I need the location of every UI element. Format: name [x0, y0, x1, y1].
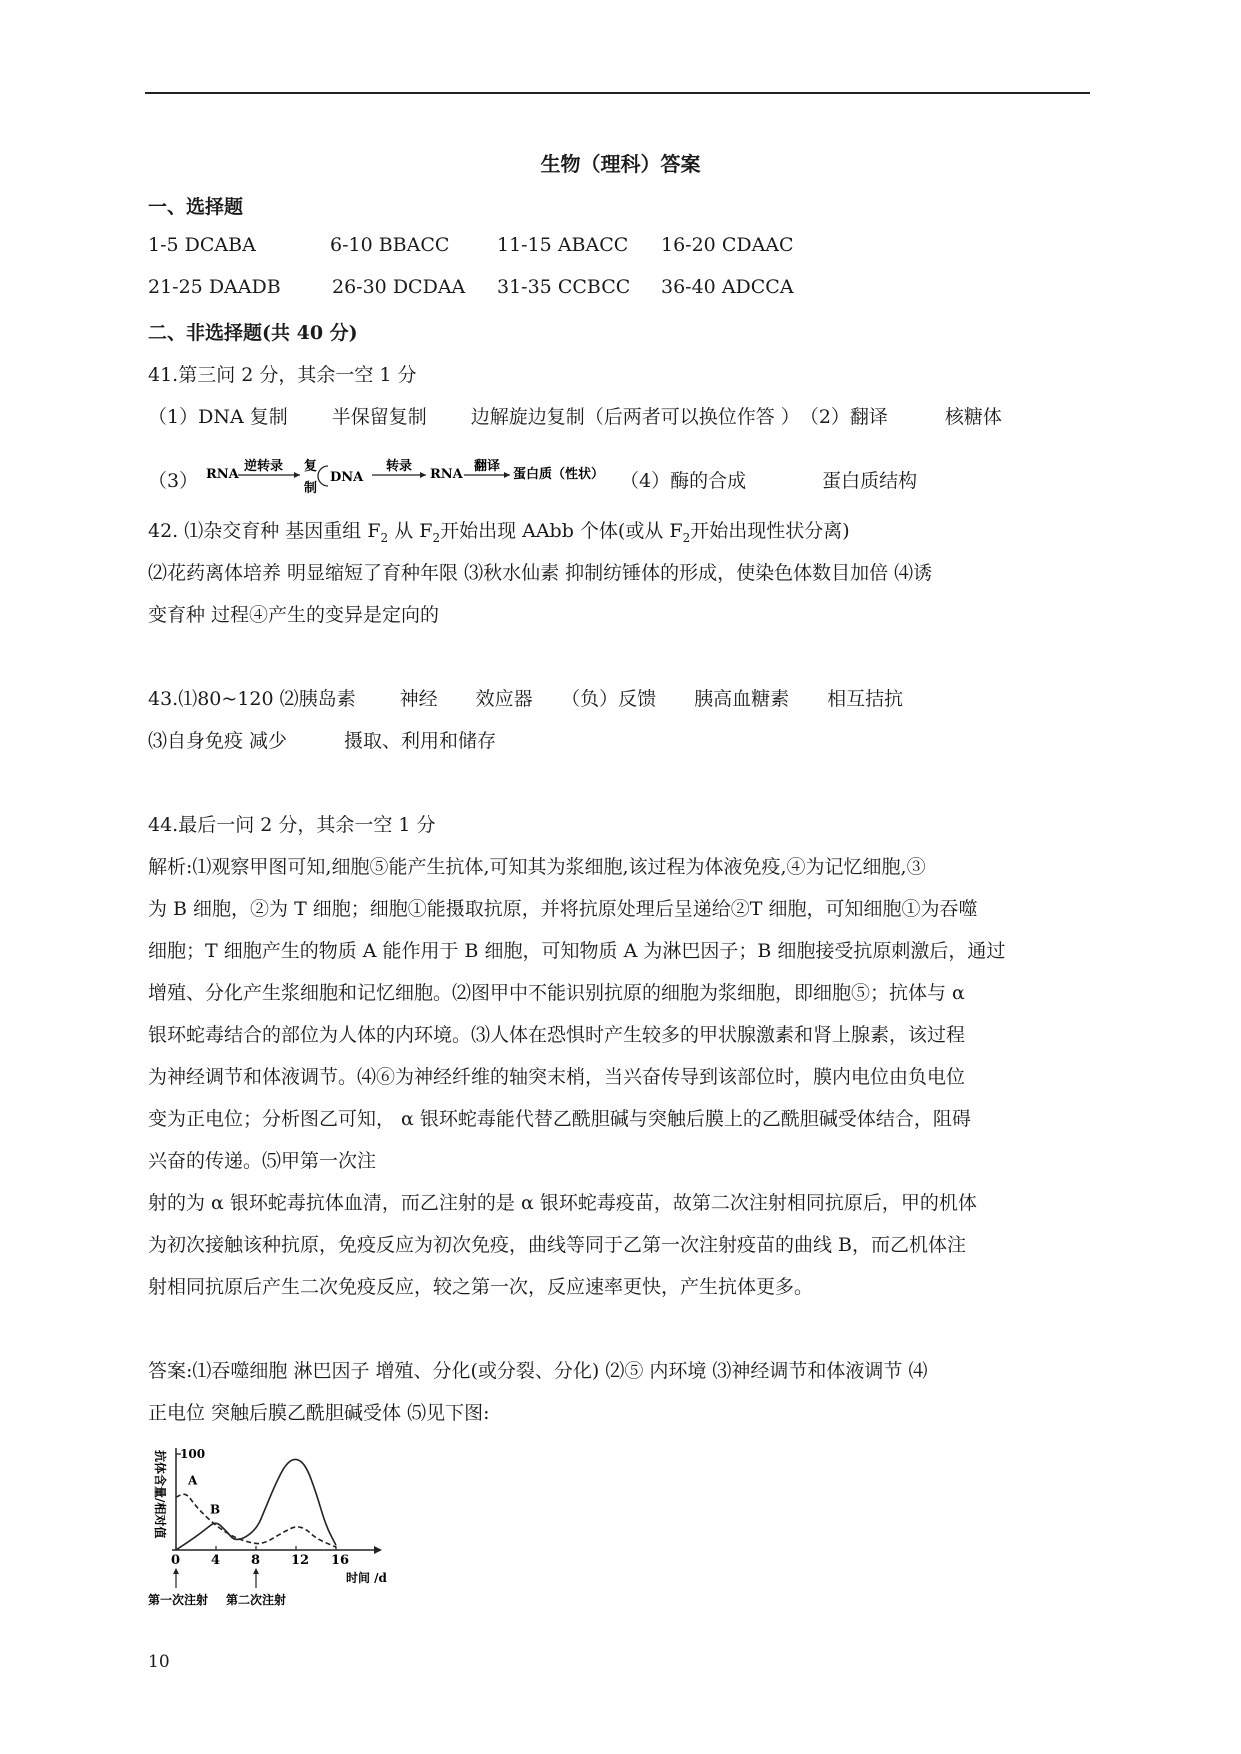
- x-tick-label: 4: [211, 1553, 221, 1568]
- flow-arrowhead: [504, 472, 510, 478]
- page-number: 10: [148, 1652, 170, 1672]
- q41-note: 41.第三问 2 分，其余一空 1 分: [148, 364, 417, 386]
- flow-replicate-top: 复: [304, 459, 318, 474]
- q41-line1: （1）DNA 复制 半保留复制 边解旋边复制（后两者可以换位作答 ） （2）翻译 核糖体: [148, 406, 1002, 428]
- answer-group: 31-35 CCBCC: [497, 276, 631, 298]
- answer-group: 16-20 CDAAC: [661, 234, 794, 256]
- central-dogma-diagram: [200, 456, 620, 500]
- y-tick-label: 100: [180, 1447, 206, 1461]
- x-tick-label: 16: [331, 1553, 350, 1568]
- answer-group: 21-25 DAADB: [148, 276, 281, 298]
- q43-line2: ⑶自身免疫 减少 摄取、利用和储存: [148, 730, 497, 752]
- q44-analysis-line: 解析:⑴观察甲图可知,细胞⑤能产生抗体,可知其为浆细胞,该过程为体液免疫,④为记忆细胞,③: [148, 856, 926, 878]
- series-label-A: A: [188, 1473, 198, 1488]
- x-axis-label: 时间 /d: [346, 1571, 387, 1585]
- series-label-B: B: [210, 1502, 221, 1517]
- injection-label: 第一次注射: [148, 1593, 209, 1607]
- flow-rna1: RNA: [206, 467, 239, 482]
- page-title: 生物（理科）答案: [540, 152, 701, 176]
- q44-analysis-line: 增殖、分化产生浆细胞和记忆细胞。⑵图甲中不能识别抗原的细胞为浆细胞，即细胞⑤；抗体与 α: [148, 982, 965, 1004]
- flow-translate: 翻译: [474, 459, 501, 474]
- flow-replicate-bottom: 制: [304, 481, 318, 496]
- q44-analysis-line: 射的为 α 银环蛇毒抗体血清，而乙注射的是 α 银环蛇毒疫苗，故第二次注射相同抗原后，甲的机体: [148, 1192, 977, 1214]
- answer-group: 11-15 ABACC: [497, 234, 629, 256]
- flow-rna2: RNA: [430, 467, 463, 482]
- q41-part4: （4）酶的合成 蛋白质结构: [620, 470, 918, 492]
- flow-reverse: 逆转录: [244, 459, 284, 474]
- q42-line1: 42. ⑴杂交育种 基因重组 $F_2$ 从 $F_2$开始出现 AAbb 个体(或从 $F_2$开始出现性状分离): [148, 520, 850, 545]
- injection-arrowhead: [253, 1568, 259, 1574]
- q44-analysis-line: 兴奋的传递。⑸甲第一次注: [148, 1150, 377, 1172]
- series-line-B: [176, 1459, 336, 1550]
- flow-dna: DNA: [330, 470, 364, 485]
- injection-arrowhead: [173, 1568, 179, 1574]
- q42-line2: ⑵花药离体培养 明显缩短了育种年限 ⑶秋水仙素 抑制纺锤体的形成，使染色体数目加倍 ⑷诱: [148, 562, 933, 584]
- answer-group: 26-30 DCDAA: [332, 276, 466, 298]
- answer-group: 36-40 ADCCA: [661, 276, 794, 298]
- flow-arrowhead: [420, 472, 426, 478]
- q43-line1: 43.⑴80~120 ⑵胰岛素 神经 效应器 （负）反馈 胰高血糖素 相互拮抗: [148, 688, 904, 710]
- series-line-A: [176, 1494, 336, 1547]
- q41-part3-label: （3）: [148, 470, 199, 492]
- x-tick-label: 0: [171, 1553, 181, 1568]
- q44-analysis-line: 为 B 细胞，②为 T 细胞；细胞①能摄取抗原，并将抗原处理后呈递给②T 细胞，可知细胞①为吞噬: [148, 898, 978, 920]
- q44-note: 44.最后一问 2 分，其余一空 1 分: [148, 814, 436, 836]
- q42-line3: 变育种 过程④产生的变异是定向的: [148, 604, 440, 626]
- q44-analysis-line: 为神经调节和体液调节。⑷⑥为神经纤维的轴突末梢，当兴奋传导到该部位时，膜内电位由负电位: [148, 1066, 966, 1088]
- flow-transcribe: 转录: [386, 459, 413, 474]
- x-axis-arrowhead: [374, 1546, 382, 1554]
- q44-answer-line: 正电位 突触后膜乙酰胆碱受体 ⑸见下图:: [148, 1402, 490, 1424]
- q44-analysis-line: 银环蛇毒结合的部位为人体的内环境。⑶人体在恐惧时产生较多的甲状腺激素和肾上腺素，该过程: [148, 1024, 966, 1046]
- answer-group: 1-5 DCABA: [148, 234, 256, 256]
- q44-analysis-line: 细胞；T 细胞产生的物质 A 能作用于 B 细胞，可知物质 A 为淋巴因子；B 细胞接受抗原刺激后，通过: [148, 940, 1006, 962]
- section-heading-choice: 一、选择题: [148, 196, 244, 218]
- q44-analysis-line: 为初次接触该种抗原，免疫反应为初次免疫，曲线等同于乙第一次注射疫苗的曲线 B，而乙机体注: [148, 1234, 967, 1256]
- q44-analysis-line: 变为正电位；分析图乙可知， α 银环蛇毒能代替乙酰胆碱与突触后膜上的乙酰胆碱受体结合，阻碍: [148, 1108, 971, 1130]
- x-tick-label: 8: [251, 1553, 261, 1568]
- section-heading-nonchoice: 二、非选择题(共 40 分): [148, 322, 358, 344]
- answer-group: 6-10 BBACC: [330, 234, 450, 256]
- y-axis-label: 抗体含量/相对值: [153, 1450, 167, 1539]
- antibody-chart: [148, 1438, 428, 1608]
- x-tick-label: 12: [291, 1553, 310, 1568]
- flow-arrowhead: [294, 472, 300, 478]
- replicate-loop-arrow: [318, 466, 328, 486]
- q44-answer-line: 答案:⑴吞噬细胞 淋巴因子 增殖、分化(或分裂、分化) ⑵⑤ 内环境 ⑶神经调节和体液调节 ⑷: [148, 1360, 928, 1382]
- injection-label: 第二次注射: [226, 1593, 287, 1607]
- top-rule: [145, 92, 1090, 94]
- q44-analysis-line: 射相同抗原后产生二次免疫反应，较之第一次，反应速率更快，产生抗体更多。: [148, 1276, 814, 1298]
- flow-protein: 蛋白质（性状）: [513, 467, 605, 482]
